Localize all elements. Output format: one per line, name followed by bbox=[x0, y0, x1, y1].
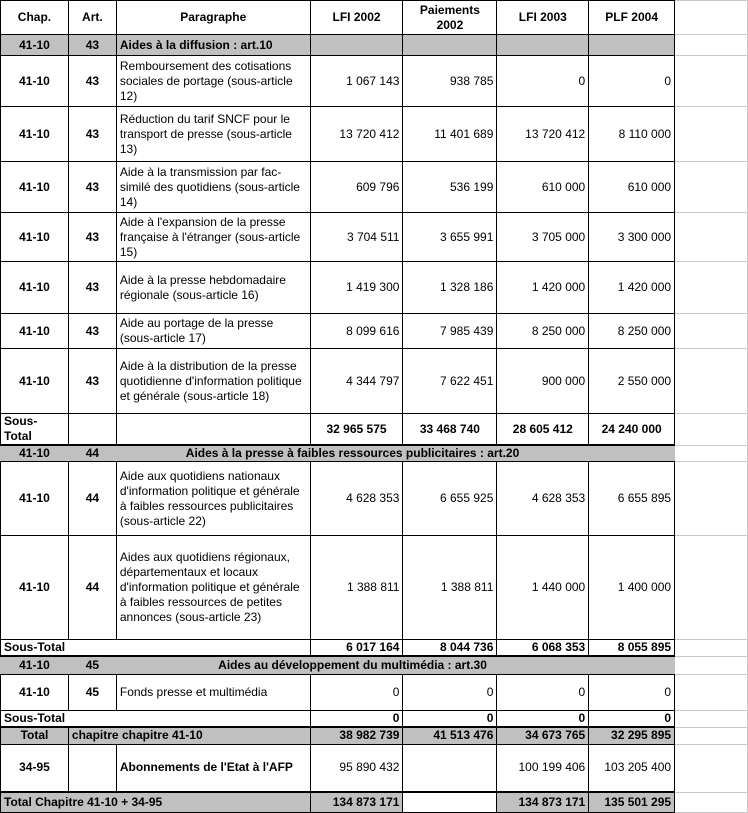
empty-cell bbox=[675, 727, 748, 744]
chap-cell: 34-95 bbox=[1, 744, 69, 792]
chap-cell: 41-10 bbox=[1, 314, 69, 349]
chap-cell: 41-10 bbox=[1, 162, 69, 213]
empty-cell bbox=[675, 349, 748, 414]
total-label: Total bbox=[1, 727, 69, 744]
value-cell: 7 622 451 bbox=[403, 349, 497, 414]
empty-cell bbox=[675, 744, 748, 792]
empty-cell bbox=[589, 35, 675, 56]
total-value-cell: 41 513 476 bbox=[403, 727, 497, 744]
value-cell: 1 440 000 bbox=[497, 536, 589, 640]
total-value-cell: 0 bbox=[497, 710, 589, 727]
value-cell: 3 704 511 bbox=[310, 213, 403, 262]
column-header: Paiements 2002 bbox=[403, 1, 497, 35]
art-cell: 43 bbox=[68, 213, 116, 262]
paragraph-label: Aide à la distribution de la presse quotidienne d'information politique et générale (sous-article 18) bbox=[116, 349, 310, 414]
subtotal-row bbox=[1, 710, 748, 727]
paragraph-label: Aide à l'expansion de la presse française à l'étranger (sous-article 15) bbox=[116, 213, 310, 262]
empty-cell bbox=[310, 35, 403, 56]
afp-row bbox=[1, 744, 748, 792]
total-value-cell: 34 673 765 bbox=[497, 727, 589, 744]
value-cell: 1 328 186 bbox=[403, 262, 497, 314]
value-cell: 609 796 bbox=[310, 162, 403, 213]
total-value-cell: 8 055 895 bbox=[589, 640, 675, 657]
empty-cell bbox=[675, 262, 748, 314]
value-cell: 103 205 400 bbox=[589, 744, 675, 792]
item-row bbox=[1, 107, 748, 162]
empty-cell bbox=[497, 35, 589, 56]
value-cell: 0 bbox=[497, 674, 589, 710]
value-cell bbox=[403, 744, 497, 792]
value-cell: 900 000 bbox=[497, 349, 589, 414]
value-cell: 8 099 616 bbox=[310, 314, 403, 349]
total-value-cell: 24 240 000 bbox=[589, 414, 675, 446]
art-cell: 45 bbox=[68, 674, 116, 710]
total-value-cell: 8 044 736 bbox=[403, 640, 497, 657]
value-cell: 1 388 811 bbox=[403, 536, 497, 640]
column-header: PLF 2004 bbox=[589, 1, 675, 35]
value-cell: 11 401 689 bbox=[403, 107, 497, 162]
value-cell: 610 000 bbox=[589, 162, 675, 213]
paragraph-label: Aide à la presse hebdomadaire régionale (sous-article 16) bbox=[116, 262, 310, 314]
value-cell: 13 720 412 bbox=[497, 107, 589, 162]
empty-cell bbox=[675, 213, 748, 262]
value-cell: 1 420 000 bbox=[589, 262, 675, 314]
total-chapter-label: chapitre chapitre 41-10 bbox=[68, 727, 310, 744]
value-cell: 0 bbox=[589, 56, 675, 107]
section-title: Aides au développement du multimédia : art.30 bbox=[116, 656, 588, 674]
art-cell: 43 bbox=[68, 349, 116, 414]
empty-cell bbox=[675, 656, 748, 674]
chap-cell: 41-10 bbox=[1, 56, 69, 107]
total-value-cell: 0 bbox=[403, 710, 497, 727]
value-cell: 1 388 811 bbox=[310, 536, 403, 640]
value-cell: 6 655 895 bbox=[589, 462, 675, 536]
paragraph-label: Remboursement des cotisations sociales de portage (sous-article 12) bbox=[116, 56, 310, 107]
empty-cell bbox=[675, 56, 748, 107]
section-title: Aides à la diffusion : art.10 bbox=[116, 35, 310, 56]
chap-cell: 41-10 bbox=[1, 262, 69, 314]
empty-cell bbox=[675, 674, 748, 710]
item-row bbox=[1, 674, 748, 710]
chap-cell: 41-10 bbox=[1, 656, 69, 674]
art-cell: 43 bbox=[68, 162, 116, 213]
column-header: Art. bbox=[68, 1, 116, 35]
empty-cell bbox=[675, 792, 748, 812]
total-value-cell: 135 501 295 bbox=[589, 792, 675, 812]
total-value-cell: 6 068 353 bbox=[497, 640, 589, 657]
subtotal-label: Sous-Total bbox=[1, 710, 311, 727]
value-cell: 8 110 000 bbox=[589, 107, 675, 162]
value-cell: 2 550 000 bbox=[589, 349, 675, 414]
item-row bbox=[1, 462, 748, 536]
empty-cell bbox=[675, 640, 748, 657]
item-row bbox=[1, 536, 748, 640]
total-value-cell: 28 605 412 bbox=[497, 414, 589, 446]
empty-cell bbox=[675, 35, 748, 56]
section-row bbox=[1, 656, 748, 674]
section-row bbox=[1, 445, 748, 462]
empty-cell bbox=[675, 462, 748, 536]
value-cell: 3 705 000 bbox=[497, 213, 589, 262]
art-cell: 45 bbox=[68, 656, 116, 674]
paragraph-label: Abonnements de l'Etat à l'AFP bbox=[116, 744, 310, 792]
value-cell: 4 628 353 bbox=[310, 462, 403, 536]
value-cell: 3 300 000 bbox=[589, 213, 675, 262]
column-header: LFI 2002 bbox=[310, 1, 403, 35]
section-title: Aides à la presse à faibles ressources publicitaires : art.20 bbox=[116, 445, 588, 462]
total-value-cell: 0 bbox=[589, 710, 675, 727]
total-value-cell: 32 295 895 bbox=[589, 727, 675, 744]
empty-cell bbox=[675, 536, 748, 640]
paragraph-label: Aide à la transmission par fac-similé des quotidiens (sous-article 14) bbox=[116, 162, 310, 213]
value-cell: 938 785 bbox=[403, 56, 497, 107]
art-cell: 43 bbox=[68, 262, 116, 314]
chap-cell: 41-10 bbox=[1, 536, 69, 640]
grand-total-label: Total Chapitre 41-10 + 34-95 bbox=[1, 792, 311, 812]
section-row bbox=[1, 35, 748, 56]
value-cell: 536 199 bbox=[403, 162, 497, 213]
art-cell: 44 bbox=[68, 462, 116, 536]
column-header: LFI 2003 bbox=[497, 1, 589, 35]
item-row bbox=[1, 56, 748, 107]
value-cell: 0 bbox=[497, 56, 589, 107]
empty-cell bbox=[675, 710, 748, 727]
empty-cell bbox=[116, 414, 310, 446]
value-cell: 8 250 000 bbox=[497, 314, 589, 349]
paragraph-label: Réduction du tarif SNCF pour le transport de presse (sous-article 13) bbox=[116, 107, 310, 162]
paragraph-label: Aide au portage de la presse (sous-article 17) bbox=[116, 314, 310, 349]
value-cell: 0 bbox=[403, 674, 497, 710]
value-cell: 13 720 412 bbox=[310, 107, 403, 162]
empty-cell bbox=[675, 445, 748, 462]
chap-cell: 41-10 bbox=[1, 674, 69, 710]
art-cell: 44 bbox=[68, 536, 116, 640]
empty-cell bbox=[675, 314, 748, 349]
total-value-cell: 134 873 171 bbox=[310, 792, 403, 812]
total-value-cell: 32 965 575 bbox=[310, 414, 403, 446]
art-cell: 43 bbox=[68, 107, 116, 162]
chap-cell: 41-10 bbox=[1, 462, 69, 536]
item-row bbox=[1, 162, 748, 213]
value-cell: 6 655 925 bbox=[403, 462, 497, 536]
empty-cell bbox=[675, 1, 748, 35]
art-cell: 43 bbox=[68, 314, 116, 349]
value-cell: 4 628 353 bbox=[497, 462, 589, 536]
value-cell: 4 344 797 bbox=[310, 349, 403, 414]
subtotal-row bbox=[1, 414, 748, 446]
chap-cell: 41-10 bbox=[1, 213, 69, 262]
column-header: Chap. bbox=[1, 1, 69, 35]
item-row bbox=[1, 262, 748, 314]
subtotal-row bbox=[1, 640, 748, 657]
empty-cell bbox=[675, 162, 748, 213]
item-row bbox=[1, 213, 748, 262]
value-cell: 100 199 406 bbox=[497, 744, 589, 792]
empty-cell bbox=[589, 656, 675, 674]
value-cell: 95 890 432 bbox=[310, 744, 403, 792]
column-header: Paragraphe bbox=[116, 1, 310, 35]
empty-cell bbox=[589, 445, 675, 462]
chap-cell: 41-10 bbox=[1, 35, 69, 56]
value-cell: 1 420 000 bbox=[497, 262, 589, 314]
subtotal-label: Sous-Total bbox=[1, 640, 311, 657]
art-cell bbox=[68, 744, 116, 792]
total-value-cell bbox=[403, 792, 497, 812]
art-cell: 44 bbox=[68, 445, 116, 462]
empty-cell bbox=[675, 414, 748, 446]
value-cell: 3 655 991 bbox=[403, 213, 497, 262]
chap-cell: 41-10 bbox=[1, 445, 69, 462]
subtotal-label: Sous-Total bbox=[1, 414, 69, 446]
value-cell: 0 bbox=[310, 674, 403, 710]
item-row bbox=[1, 349, 748, 414]
value-cell: 0 bbox=[589, 674, 675, 710]
empty-cell bbox=[68, 414, 116, 446]
total-value-cell: 33 468 740 bbox=[403, 414, 497, 446]
total-value-cell: 6 017 164 bbox=[310, 640, 403, 657]
total-value-cell: 38 982 739 bbox=[310, 727, 403, 744]
header-row bbox=[1, 1, 748, 35]
item-row bbox=[1, 314, 748, 349]
art-cell: 43 bbox=[68, 35, 116, 56]
grand-row bbox=[1, 792, 748, 812]
total-value-cell: 0 bbox=[310, 710, 403, 727]
value-cell: 7 985 439 bbox=[403, 314, 497, 349]
empty-cell bbox=[403, 35, 497, 56]
chap-cell: 41-10 bbox=[1, 107, 69, 162]
total-row bbox=[1, 727, 748, 744]
value-cell: 1 400 000 bbox=[589, 536, 675, 640]
chap-cell: 41-10 bbox=[1, 349, 69, 414]
value-cell: 1 067 143 bbox=[310, 56, 403, 107]
paragraph-label: Aide aux quotidiens nationaux d'information politique et générale à faibles ressources publicitaires (sous-article 22) bbox=[116, 462, 310, 536]
art-cell: 43 bbox=[68, 56, 116, 107]
empty-cell bbox=[675, 107, 748, 162]
total-value-cell: 134 873 171 bbox=[497, 792, 589, 812]
value-cell: 610 000 bbox=[497, 162, 589, 213]
value-cell: 8 250 000 bbox=[589, 314, 675, 349]
paragraph-label: Aides aux quotidiens régionaux, départementaux et locaux d'information politique et générale à faibles ressources de petites annonces (sous-article 23) bbox=[116, 536, 310, 640]
value-cell: 1 419 300 bbox=[310, 262, 403, 314]
paragraph-label: Fonds presse et multimédia bbox=[116, 674, 310, 710]
